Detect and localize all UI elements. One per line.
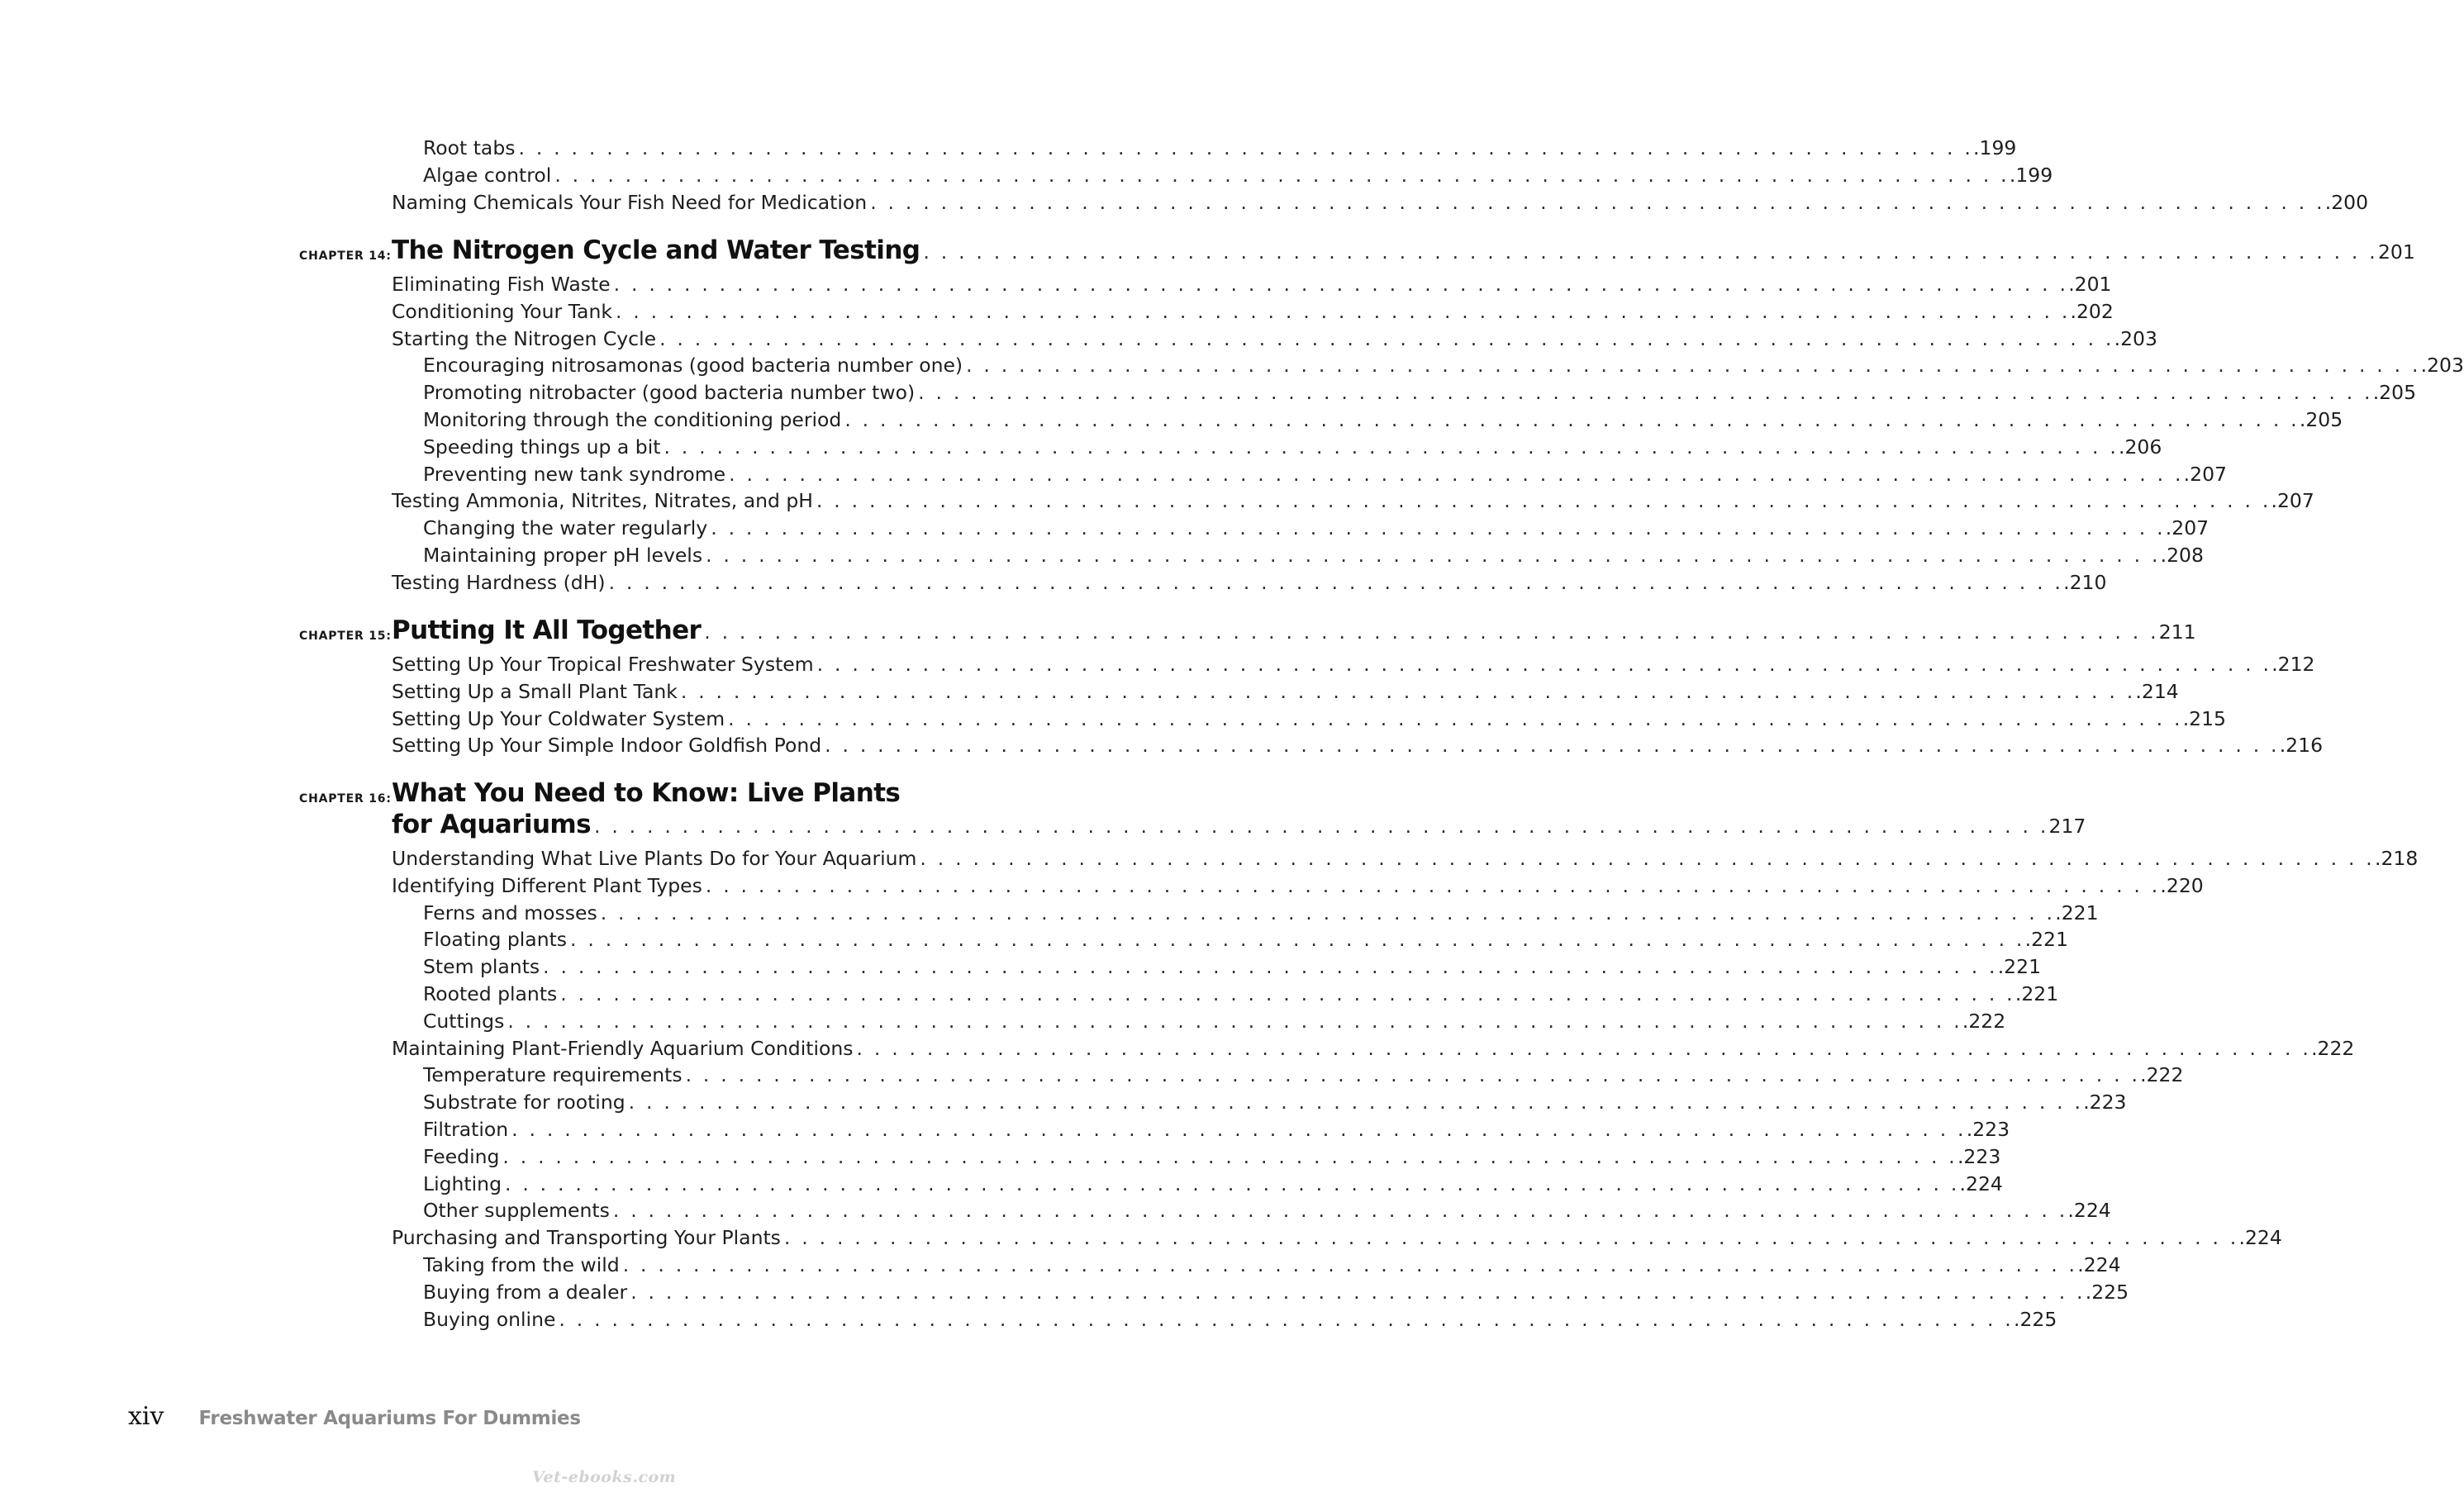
toc-entry-label: Encouraging nitrosamonas (good bacteria number one)	[423, 354, 963, 378]
toc-entry[interactable]	[0, 326, 2157, 351]
chapter-title: for Aquariums	[392, 810, 591, 839]
dot-leader: . . . . . . . . . . . . . . . . . . . . . . . . . . . . . . . . . . . . . . . . . . . . . . . . . . . . . . . . . . . . . . . . . . . . . . . . . . . . . . . . . . .	[570, 928, 2025, 952]
toc-entry[interactable]	[0, 570, 2107, 595]
toc-entry-page: .222	[2311, 1036, 2355, 1060]
toc-entry-label: Feeding	[423, 1144, 500, 1168]
toc-entry[interactable]	[0, 1252, 2121, 1277]
dot-leader: . . . . . . . . . . . . . . . . . . . . . . . . . . . . . . . . . . . . . . . . . . . . . . . . . . . . . . . . . . . . . . . . . . . . . . . . . . . . . . . . . . .	[622, 1253, 2078, 1276]
page-footer	[128, 1402, 581, 1431]
dot-leader: . . . . . . . . . . . . . . . . . . . . . . . . . . . . . . . . . . . . . . . . . . . . . . . . . . . . . . . . . . . . . . . . . . . . . . . . . . . . . . . . . . .	[613, 273, 2069, 296]
toc-entry[interactable]	[0, 462, 2227, 487]
chapter-page: 211	[2158, 620, 2196, 644]
dot-leader: . . . . . . . . . . . . . . . . . . . . . . . . . . . . . . . . . . . . . . . . . . . . . . . . . . . . . . . . . . . . . . . . . . . . . . . . . . . . . . . . . . .	[505, 1171, 1960, 1195]
toc-entry-label: Stem plants	[423, 955, 540, 979]
toc-entry-label: Eliminating Fish Waste	[392, 273, 611, 296]
toc-entry-page: .221	[2024, 928, 2068, 952]
dot-leader: . . . . . . . . . . . . . . . . . . . . . . . . . . . . . . . . . . . . . . . . . . . . . . . . . . . . . . . . . . . . . . . . . . . . . . . . . . . . . . . . . . .	[680, 679, 2136, 703]
toc-entry-page: .202	[2070, 299, 2114, 323]
dot-leader: . . . . . . . . . . . . . . . . . . . . . . . . . . . . . . . . . . . . . . . . . . . . . . . . . . . . . . . . . . . . . . . . . . . . . . . . . . . . . . . . . . .	[560, 982, 2015, 1005]
toc-entry-page: .206	[2119, 435, 2162, 459]
dot-leader: . . . . . . . . . . . . . . . . . . . . . . . . . . . . . . . . . . . . . . . . . . . . . . . . . . . . . . . . . . . . . . . . . . . . . . . . . . . . . . . . . . .	[711, 516, 2166, 540]
toc-entry-page: .224	[2077, 1253, 2121, 1276]
dot-leader: . . . . . . . . . . . . . . . . . . . . . . . . . . . . . . . . . . . . . . . . . . . . . . . . . . . . . . . . . . . . . . . . . . . . . . . . . . . . . . . . . . .	[920, 847, 2375, 870]
toc-entry-page: .207	[2183, 462, 2227, 486]
toc-entry[interactable]	[0, 353, 2464, 378]
toc-entry-page: .225	[2085, 1280, 2129, 1304]
book-title: Freshwater Aquariums For Dummies	[198, 1408, 581, 1429]
toc-entry-label: Setting Up a Small Plant Tank	[392, 679, 678, 703]
toc-entry[interactable]	[0, 1225, 2282, 1250]
dot-leader: . . . . . . . . . . . . . . . . . . . . . . . . . . . . . . . . . . . . . . . . . . . . . . . . . . . . . . . . . . . . . . . . . . . . . . . . . . . . . . . . . . .	[543, 955, 1998, 979]
toc-entry[interactable]	[0, 1090, 2127, 1114]
toc-entry-label: Setting Up Your Coldwater System	[392, 706, 725, 730]
toc-entry-label: Conditioning Your Tank	[392, 299, 612, 323]
toc-entry-label: Algae control	[423, 163, 552, 187]
toc-entry-page: .203	[2114, 326, 2157, 350]
toc-entry[interactable]	[0, 1307, 2057, 1332]
dot-leader: . . . . . . . . . . . . . . . . . . . . . . . . . . . . . . . . . . . . . . . . . . . . . . . . . . . . . . . . . . . . . . . . . . . . . . . . . . . . . . . . . . .	[844, 408, 2300, 431]
dot-leader: . . . . . . . . . . . . . . . . . . . . . . . . . . . . . . . . . . . . . . . . . . . . . . . . . . . . . . . . . . . . . . . . . . . . . . . . . . . . . . . . . . .	[507, 1009, 1962, 1033]
toc-entry-page: .215	[2182, 706, 2227, 730]
toc-entry-page: .210	[2063, 570, 2107, 594]
chapter-number: CHAPTER 15:	[299, 630, 392, 643]
toc-entry[interactable]	[0, 135, 2017, 160]
toc-entry-page: .205	[2299, 408, 2343, 431]
dot-leader: . . . . . . . . . . . . . . . . . . . . . . . . . . . . . . . . . . . . . . . . . . . . . . . . . . . . . . . . . . . . . . . . . . . . . . . . . . . . . . . . . . .	[918, 381, 2373, 405]
toc-entry[interactable]	[0, 488, 2314, 513]
dot-leader: . . . . . . . . . . . . . . . . . . . . . . . . . . . . . . . . . . . . . . . . . . . . . . . . . . . . . . . . . . . . . . . . . . . . . . . . . . . . . . . . . . .	[593, 815, 2049, 838]
dot-leader: . . . . . . . . . . . . . . . . . . . . . . . . . . . . . . . . . . . . . . . . . . . . . . . . . . . . . . . . . . . . . . . . . . . . . . . . . . . . . . . . . . .	[612, 1199, 2068, 1223]
dot-leader: . . . . . . . . . . . . . . . . . . . . . . . . . . . . . . . . . . . . . . . . . . . . . . . . . . . . . . . . . . . . . . . . . . . . . . . . . . . . . . . . . . .	[554, 163, 2010, 187]
toc-entry[interactable]	[0, 299, 2114, 324]
toc-entry[interactable]	[0, 543, 2204, 568]
dot-leader: . . . . . . . . . . . . . . . . . . . . . . . . . . . . . . . . . . . . . . . . . . . . . . . . . . . . . . . . . . . . . . . . . . . . . . . . . . . . . . . . . . .	[685, 1063, 2141, 1087]
toc-entry-label: Filtration	[423, 1118, 509, 1141]
dot-leader: . . . . . . . . . . . . . . . . . . . . . . . . . . . . . . . . . . . . . . . . . . . . . . . . . . . . . . . . . . . . . . . . . . . . . . . . . . . . . . . . . . .	[704, 620, 2159, 644]
toc-entry-label: Cuttings	[423, 1009, 505, 1033]
dot-leader: . . . . . . . . . . . . . . . . . . . . . . . . . . . . . . . . . . . . . . . . . . . . . . . . . . . . . . . . . . . . . . . . . . . . . . . . . . . . . . . . . . .	[630, 1280, 2086, 1304]
dot-leader: . . . . . . . . . . . . . . . . . . . . . . . . . . . . . . . . . . . . . . . . . . . . . . . . . . . . . . . . . . . . . . . . . . . . . . . . . . . . . . . . . . .	[816, 653, 2272, 676]
dot-leader: . . . . . . . . . . . . . . . . . . . . . . . . . . . . . . . . . . . . . . . . . . . . . . . . . . . . . . . . . . . . . . . . . . . . . . . . . . . . . . . . . . .	[615, 299, 2071, 323]
watermark-logo: Vet-ebooks.com	[532, 1468, 677, 1486]
toc-entry-label: Setting Up Your Tropical Freshwater System	[392, 653, 814, 676]
toc-entry[interactable]	[0, 1009, 2006, 1034]
toc-entry[interactable]	[0, 190, 2369, 215]
toc-entry-page: .224	[2067, 1199, 2111, 1223]
toc-entry[interactable]	[0, 407, 2343, 432]
toc-entry-label: Monitoring through the conditioning period	[423, 408, 842, 431]
toc-entry-label: Rooted plants	[423, 982, 558, 1005]
chapter-title: Putting It All Together	[392, 615, 702, 645]
dot-leader: . . . . . . . . . . . . . . . . . . . . . . . . . . . . . . . . . . . . . . . . . . . . . . . . . . . . . . . . . . . . . . . . . . . . . . . . . . . . . . . . . . .	[923, 240, 2378, 264]
toc-entry-label: Promoting nitrobacter (good bacteria number two)	[423, 381, 916, 405]
dot-leader: . . . . . . . . . . . . . . . . . . . . . . . . . . . . . . . . . . . . . . . . . . . . . . . . . . . . . . . . . . . . . . . . . . . . . . . . . . . . . . . . . . .	[706, 544, 2161, 567]
toc-entry-page: .221	[2055, 901, 2099, 924]
chapter-number: CHAPTER 16:	[299, 792, 392, 806]
toc-entry-label: Maintaining Plant-Friendly Aquarium Conditions	[392, 1036, 854, 1060]
toc-entry-label: Ferns and mosses	[423, 901, 597, 924]
toc-entry[interactable]	[0, 516, 2210, 540]
toc-entry-page: .199	[1973, 136, 2017, 159]
toc-entry-page: .216	[2279, 734, 2324, 758]
toc-entry[interactable]	[0, 1144, 2001, 1169]
toc-entry-page: .207	[2165, 516, 2210, 540]
toc-entry[interactable]	[0, 873, 2204, 898]
dot-leader: . . . . . . . . . . . . . . . . . . . . . . . . . . . . . . . . . . . . . . . . . . . . . . . . . . . . . . . . . . . . . . . . . . . . . . . . . . . . . . . . . . .	[559, 1307, 2014, 1331]
toc-entry-page: .222	[2140, 1063, 2184, 1087]
dot-leader: . . . . . . . . . . . . . . . . . . . . . . . . . . . . . . . . . . . . . . . . . . . . . . . . . . . . . . . . . . . . . . . . . . . . . . . . . . . . . . . . . . .	[783, 1226, 2239, 1250]
toc-entry-page: .201	[2068, 273, 2112, 296]
toc-entry-label: Identifying Different Plant Types	[392, 873, 702, 897]
toc-entry[interactable]	[0, 163, 2053, 188]
toc-entry-label: Starting the Nitrogen Cycle	[392, 326, 657, 350]
chapter-title-line: What You Need to Know: Live Plants	[392, 778, 901, 808]
dot-leader: . . . . . . . . . . . . . . . . . . . . . . . . . . . . . . . . . . . . . . . . . . . . . . . . . . . . . . . . . . . . . . . . . . . . . . . . . . . . . . . . . . .	[705, 873, 2161, 897]
toc-entry-page: .221	[2014, 982, 2059, 1005]
toc-entry-page: .224	[1959, 1171, 2003, 1195]
toc-entry-label: Lighting	[423, 1171, 502, 1195]
chapter-page: 201	[2377, 240, 2415, 264]
toc-entry-label: Changing the water regularly	[423, 516, 708, 540]
dot-leader: . . . . . . . . . . . . . . . . . . . . . . . . . . . . . . . . . . . . . . . . . . . . . . . . . . . . . . . . . . . . . . . . . . . . . . . . . . . . . . . . . . .	[825, 734, 2280, 758]
toc-entry-page: .200	[2324, 190, 2369, 214]
toc-entry[interactable]	[0, 1198, 2111, 1223]
dot-leader: . . . . . . . . . . . . . . . . . . . . . . . . . . . . . . . . . . . . . . . . . . . . . . . . . . . . . . . . . . . . . . . . . . . . . . . . . . . . . . . . . . .	[608, 570, 2064, 594]
chapter-title: The Nitrogen Cycle and Water Testing	[392, 235, 920, 265]
toc-entry-label: Substrate for rooting	[423, 1091, 626, 1114]
toc-entry-label: Naming Chemicals Your Fish Need for Medication	[392, 190, 868, 214]
toc-entry-label: Understanding What Live Plants Do for Your Aquarium	[392, 847, 917, 870]
toc-entry-label: Speeding things up a bit	[423, 435, 661, 459]
toc-entry-page: .221	[1997, 955, 2042, 979]
dot-leader: . . . . . . . . . . . . . . . . . . . . . . . . . . . . . . . . . . . . . . . . . . . . . . . . . . . . . . . . . . . . . . . . . . . . . . . . . . . . . . . . . . .	[966, 354, 2421, 378]
toc-entry[interactable]	[0, 846, 2419, 871]
toc-entry-page: .223	[1966, 1118, 2010, 1141]
toc-entry[interactable]	[0, 1036, 2355, 1061]
dot-leader: . . . . . . . . . . . . . . . . . . . . . . . . . . . . . . . . . . . . . . . . . . . . . . . . . . . . . . . . . . . . . . . . . . . . . . . . . . . . . . . . . . .	[816, 489, 2271, 513]
dot-leader: . . . . . . . . . . . . . . . . . . . . . . . . . . . . . . . . . . . . . . . . . . . . . . . . . . . . . . . . . . . . . . . . . . . . . . . . . . . . . . . . . . .	[856, 1036, 2312, 1060]
toc-entry-label: Temperature requirements	[423, 1063, 683, 1087]
toc-entry-page: .207	[2271, 489, 2314, 513]
toc-entry[interactable]	[0, 1171, 2003, 1196]
toc-entry[interactable]	[0, 927, 2068, 952]
dot-leader: . . . . . . . . . . . . . . . . . . . . . . . . . . . . . . . . . . . . . . . . . . . . . . . . . . . . . . . . . . . . . . . . . . . . . . . . . . . . . . . . . . .	[511, 1118, 1967, 1141]
toc-entry[interactable]	[0, 435, 2162, 459]
toc-entry-page: .214	[2135, 679, 2179, 703]
toc-entry[interactable]	[0, 706, 2227, 731]
toc-entry[interactable]	[0, 901, 2099, 925]
toc-entry-label: Buying online	[423, 1307, 556, 1331]
toc-entry-page: .218	[2374, 847, 2419, 870]
toc-entry[interactable]	[0, 1117, 2010, 1142]
toc-entry-page: .224	[2238, 1226, 2282, 1250]
dot-leader: . . . . . . . . . . . . . . . . . . . . . . . . . . . . . . . . . . . . . . . . . . . . . . . . . . . . . . . . . . . . . . . . . . . . . . . . . . . . . . . . . . .	[664, 435, 2119, 459]
page-number: xiv	[128, 1402, 164, 1431]
chapter-number: CHAPTER 14:	[299, 249, 392, 263]
toc-entry-label: Taking from the wild	[423, 1253, 620, 1276]
toc-entry-page: .222	[1962, 1009, 2006, 1033]
toc-entry-page: .220	[2160, 873, 2204, 897]
toc-entry-label: Root tabs	[423, 136, 516, 159]
toc-entry-page: .223	[1957, 1144, 2001, 1168]
toc-entry-page: .223	[2083, 1091, 2127, 1114]
dot-leader: . . . . . . . . . . . . . . . . . . . . . . . . . . . . . . . . . . . . . . . . . . . . . . . . . . . . . . . . . . . . . . . . . . . . . . . . . . . . . . . . . . .	[728, 706, 2183, 730]
toc-entry-page: .205	[2372, 381, 2417, 405]
dot-leader: . . . . . . . . . . . . . . . . . . . . . . . . . . . . . . . . . . . . . . . . . . . . . . . . . . . . . . . . . . . . . . . . . . . . . . . . . . . . . . . . . . .	[729, 462, 2184, 486]
toc-entry-label: Purchasing and Transporting Your Plants	[392, 1226, 781, 1250]
toc-entry-label: Setting Up Your Simple Indoor Goldfish Pond	[392, 734, 822, 758]
toc-entry-page: .212	[2271, 653, 2315, 676]
dot-leader: . . . . . . . . . . . . . . . . . . . . . . . . . . . . . . . . . . . . . . . . . . . . . . . . . . . . . . . . . . . . . . . . . . . . . . . . . . . . . . . . . . .	[870, 190, 2325, 214]
toc-entry[interactable]	[0, 733, 2324, 758]
dot-leader: . . . . . . . . . . . . . . . . . . . . . . . . . . . . . . . . . . . . . . . . . . . . . . . . . . . . . . . . . . . . . . . . . . . . . . . . . . . . . . . . . . .	[502, 1144, 1957, 1168]
dot-leader: . . . . . . . . . . . . . . . . . . . . . . . . . . . . . . . . . . . . . . . . . . . . . . . . . . . . . . . . . . . . . . . . . . . . . . . . . . . . . . . . . . .	[518, 136, 1974, 159]
toc-entry-label: Other supplements	[423, 1199, 610, 1223]
toc-entry[interactable]	[0, 1062, 2184, 1087]
toc-entry[interactable]	[0, 679, 2179, 704]
toc-entry-label: Testing Hardness (dH)	[392, 570, 606, 594]
toc-entry-page: .208	[2160, 544, 2204, 567]
toc-entry-label: Buying from a dealer	[423, 1280, 628, 1304]
toc-entry[interactable]	[0, 954, 2042, 979]
dot-leader: . . . . . . . . . . . . . . . . . . . . . . . . . . . . . . . . . . . . . . . . . . . . . . . . . . . . . . . . . . . . . . . . . . . . . . . . . . . . . . . . . . .	[600, 901, 2056, 924]
toc-entry-label: Floating plants	[423, 928, 568, 952]
toc-entry[interactable]	[0, 272, 2112, 297]
toc-entry[interactable]	[0, 652, 2315, 677]
toc-entry-label: Maintaining proper pH levels	[423, 544, 703, 567]
toc-entry-page: .225	[2013, 1307, 2057, 1331]
chapter-page: 217	[2048, 815, 2086, 838]
toc-entry-label: Preventing new tank syndrome	[423, 462, 726, 486]
toc-entry-page: .203	[2420, 354, 2464, 378]
toc-entry[interactable]	[0, 380, 2417, 405]
toc-entry-page: .199	[2009, 163, 2053, 187]
dot-leader: . . . . . . . . . . . . . . . . . . . . . . . . . . . . . . . . . . . . . . . . . . . . . . . . . . . . . . . . . . . . . . . . . . . . . . . . . . . . . . . . . . .	[659, 326, 2114, 350]
toc-entry-label: Testing Ammonia, Nitrites, Nitrates, and pH	[392, 489, 813, 513]
dot-leader: . . . . . . . . . . . . . . . . . . . . . . . . . . . . . . . . . . . . . . . . . . . . . . . . . . . . . . . . . . . . . . . . . . . . . . . . . . . . . . . . . . .	[628, 1091, 2084, 1114]
toc-entry[interactable]	[0, 981, 2059, 1006]
toc-entry[interactable]	[0, 1280, 2129, 1305]
